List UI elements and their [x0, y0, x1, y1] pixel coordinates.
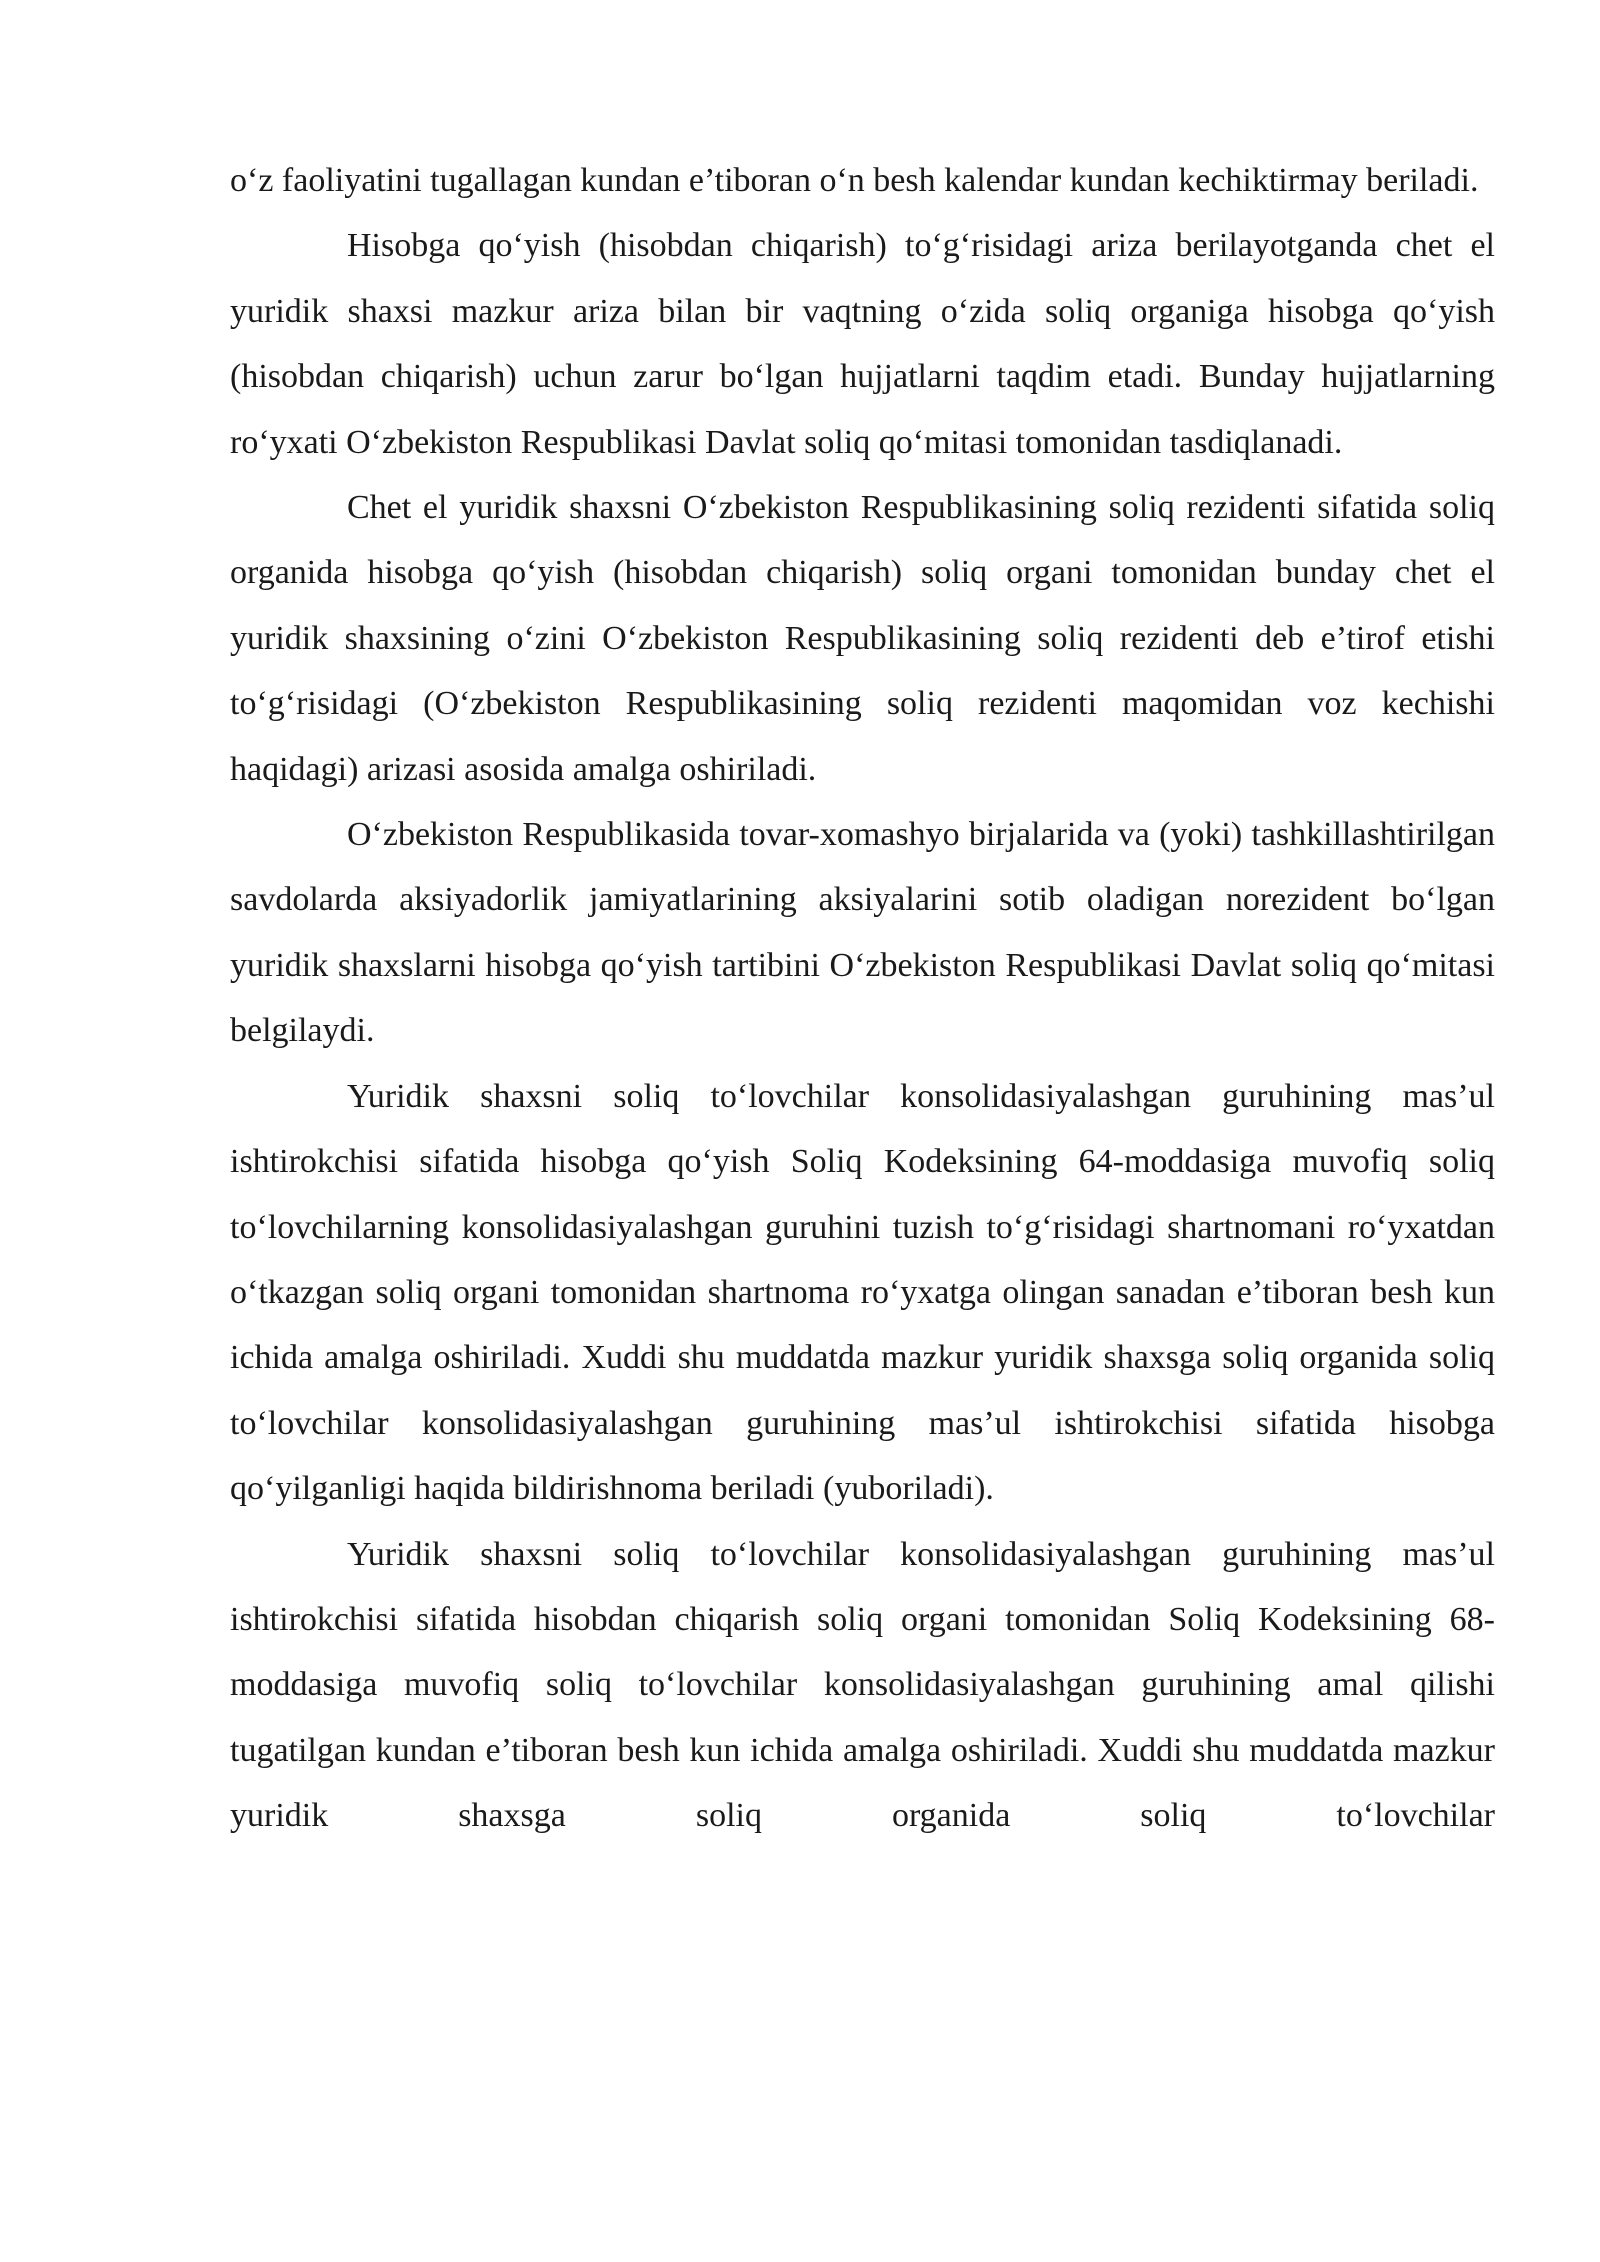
- paragraph-consolidated-group-registration: Yuridik shaxsni soliq to‘lovchilar konsolidasiyalashgan guruhining mas’ul ishtirokchisi sifatida hisobga qo‘yish Soliq Kodeksining 64-moddasiga muvofiq soliq to‘lovchilarning konsolidasiyalashgan guruhini tuzish to‘g‘risidagi shartnomani ro‘yxatdan o‘tkazgan soliq organi tomonidan shartnoma ro‘yxatga olingan sanadan e’tiboran besh kun ichida amalga oshiriladi. Xuddi shu muddatda mazkur yuridik shaxsga soliq organida soliq to‘lovchilar konsolidasiyalashgan guruhining mas’ul ishtirokchisi sifatida hisobga qo‘yilganligi haqida bildirishnoma beriladi (yuboriladi).: [230, 1077, 1495, 1508]
- paragraph-registration-documents: Hisobga qo‘yish (hisobdan chiqarish) to‘g‘risidagi ariza berilayotganda chet el yuridik shaxsi mazkur ariza bilan bir vaqtning o‘zida soliq organiga hisobga qo‘yish (hisobdan chiqarish) uchun zarur bo‘lgan hujjatlarni taqdim etadi. Bunday hujjatlarning ro‘yxati O‘zbekiston Respublikasi Davlat soliq qo‘mitasi tomonidan tasdiqlanadi.: [230, 227, 1495, 461]
- paragraph-continuation: o‘z faoliyatini tugallagan kundan e’tiboran o‘n besh kalendar kundan kechiktirmay beriladi.: [230, 162, 1479, 199]
- document-page: [230, 148, 1495, 1849]
- paragraph-consolidated-group-deregistration: Yuridik shaxsni soliq to‘lovchilar konsolidasiyalashgan guruhining mas’ul ishtirokchisi sifatida hisobdan chiqarish soliq organi tomonidan Soliq Kodeksining 68-moddasiga muvofiq soliq to‘lovchilar konsolidasiyalashgan guruhining amal qilishi tugatilgan kundan e’tiboran besh kun ichida amalga oshiriladi. Xuddi shu muddatda mazkur yuridik shaxsga soliq organida soliq to‘lovchilar: [230, 1535, 1495, 1835]
- paragraph-tax-resident-registration: Chet el yuridik shaxsni O‘zbekiston Respublikasining soliq rezidenti sifatida soliq organida hisobga qo‘yish (hisobdan chiqarish) soliq organi tomonidan bunday chet el yuridik shaxsining o‘zini O‘zbekiston Respublikasining soliq rezidenti deb e’tirof etishi to‘g‘risidagi (O‘zbekiston Respublikasining soliq rezidenti maqomidan voz kechishi haqidagi) arizasi asosida amalga oshiriladi.: [230, 489, 1495, 788]
- paragraph-nonresident-exchange: O‘zbekiston Respublikasida tovar-xomashyo birjalarida va (yoki) tashkillashtirilgan savdolarda aksiyadorlik jamiyatlarining aksiyalarini sotib oladigan norezident bo‘lgan yuridik shaxslarni hisobga qo‘yish tartibini O‘zbekiston Respublikasi Davlat soliq qo‘mitasi belgilaydi.: [230, 816, 1495, 1050]
